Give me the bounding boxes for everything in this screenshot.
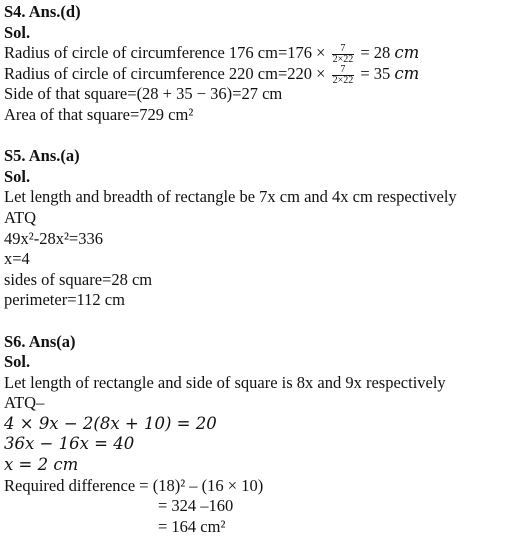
s4-radius-220-result: = 35: [360, 63, 391, 83]
s5-heading: S5. Ans.(a): [4, 146, 80, 166]
s6-sol-label: Sol.: [4, 352, 31, 372]
s4-radius-176-text: Radius of circle of circumference 176 cm=176 ×: [4, 43, 326, 63]
unit: cm: [394, 63, 420, 83]
s4-radius-176-result: = 28: [360, 43, 391, 63]
section-spacer: [4, 311, 529, 332]
s6-atq: ATQ–: [4, 393, 45, 413]
s4-radius-176: [4, 43, 529, 64]
s4-heading: S4. Ans.(d): [4, 2, 81, 21]
s4-radius-220: [4, 64, 529, 85]
s4-radius-176-fraction: [332, 44, 355, 65]
s5-line: x=4: [4, 249, 30, 269]
fraction-numerator: 7: [340, 63, 346, 75]
fraction-numerator: 7: [340, 42, 346, 54]
fraction-denominator: 2×22: [332, 74, 354, 86]
s5-line: 49x²-28x²=336: [4, 228, 103, 248]
fraction-denominator: 2×22: [332, 53, 354, 65]
section-spacer: [4, 126, 529, 147]
s6-difference-3: = 164 cm²: [158, 516, 226, 536]
s4-radius-220-text: Radius of circle of circumference 220 cm=220 ×: [4, 63, 326, 83]
solution-document: [4, 2, 529, 537]
s6-statement: Let length of rectangle and side of square is 8x and 9x respectively: [4, 372, 446, 392]
s5-line: ATQ: [4, 207, 37, 227]
s4-radius-220-fraction: [332, 65, 355, 86]
s6-difference-1: Required difference = (18)² – (16 × 10): [4, 475, 264, 495]
s4-square-side: Side of that square=(28 + 35 − 36)=27 cm: [4, 84, 283, 104]
s6-equation-3: x = 2 cm: [4, 455, 79, 475]
s5-sol-label: Sol.: [4, 166, 31, 186]
s6-equation-2: 36x − 16x = 40: [4, 434, 135, 454]
unit: cm: [394, 43, 420, 63]
s6-difference-2: = 324 –160: [158, 496, 234, 516]
s4-sol-label: Sol.: [4, 22, 31, 42]
s5-line: sides of square=28 cm: [4, 269, 153, 289]
s5-line: Let length and breadth of rectangle be 7x cm and 4x cm respectively: [4, 187, 457, 207]
s5-line: perimeter=112 cm: [4, 290, 125, 310]
s4-square-area: Area of that square=729 cm²: [4, 104, 194, 124]
s6-heading: S6. Ans(a): [4, 331, 76, 351]
s6-equation-1: 4 × 9x − 2(8x + 10) = 20: [4, 413, 217, 433]
